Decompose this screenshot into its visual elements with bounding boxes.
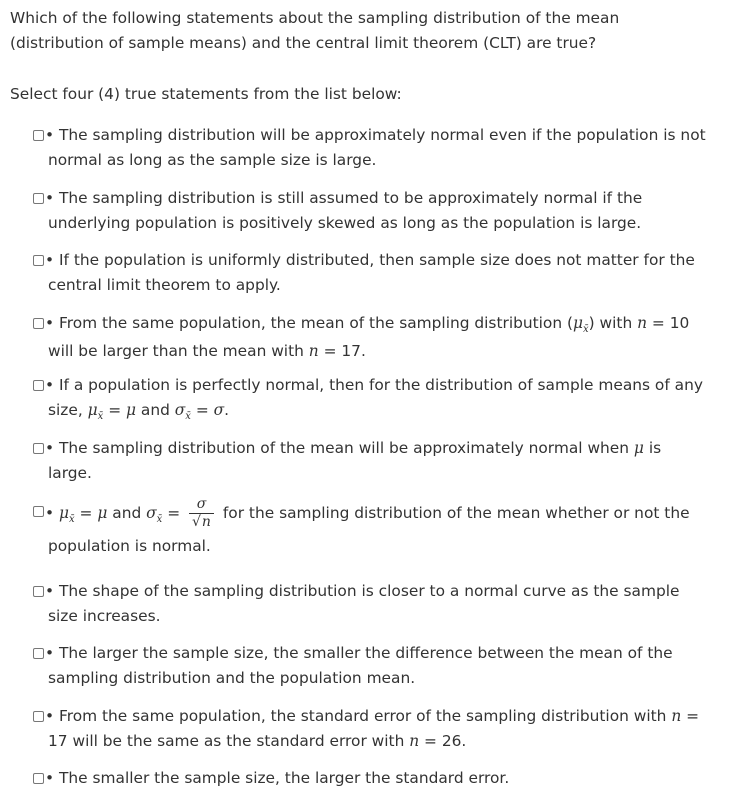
mu-symbol: μ (58, 504, 69, 522)
option-5-text-and: and (136, 400, 175, 419)
option-6-text-pre: The sampling distribution of the mean will be approximately normal when (58, 439, 634, 457)
option-6 (45, 436, 708, 485)
option-7-text-post: for the sampling distribution of the mean whether or not the population is normal. (48, 504, 690, 555)
option-4-text-eq: = 10 will be larger than the mean with (48, 314, 690, 360)
option-11-label: The smaller the sample size, the larger the standard error. (58, 769, 510, 787)
instruction-text: Select four (4) true statements from the list below: (10, 85, 402, 103)
xbar-subscript: x̄ (583, 324, 589, 335)
option-7-text-and: and (107, 504, 147, 522)
question-text: Which of the following statements about the sampling distribution of the mean (distribution of sample means) and the central limit theorem (CLT) are true? (10, 9, 620, 52)
option-4-text-mid: ) with (588, 314, 638, 332)
option-bullet: • (45, 251, 55, 269)
option-5-text-pre: If a population is perfectly normal, then for the distribution of sample means of any size, (48, 376, 703, 419)
option-8 (45, 579, 708, 628)
option-11 (45, 766, 708, 791)
option-bullet: • (45, 769, 55, 787)
xbar-subscript: x̄ (156, 514, 163, 525)
option-8-checkbox[interactable] (33, 586, 44, 597)
mu-symbol: μ (573, 314, 584, 332)
option-6-checkbox[interactable] (33, 443, 44, 454)
n-variable: n (637, 314, 648, 332)
option-4-text-post: = 17. (318, 341, 366, 360)
option-9 (45, 641, 708, 690)
fraction-numerator: σ (189, 496, 214, 514)
sqrt-symbol: √ (192, 514, 201, 530)
option-bullet: • (45, 439, 55, 457)
mu-symbol: μ (126, 400, 137, 419)
option-bullet: • (45, 644, 55, 662)
xbar-subscript: x̄ (69, 514, 75, 525)
equals-sign: = (167, 504, 181, 522)
option-9-checkbox[interactable] (33, 648, 44, 659)
option-4-text-pre: From the same population, the mean of the sampling distribution ( (58, 314, 573, 332)
option-bullet: • (45, 582, 55, 600)
mu-symbol: μ (633, 439, 644, 457)
fraction-denominator (189, 514, 214, 531)
option-10-text-post: = 26. (419, 731, 467, 750)
option-4-checkbox[interactable] (33, 318, 44, 329)
option-4 (45, 311, 708, 363)
option-9-label: The larger the sample size, the smaller the difference between the mean of the sampling distribution and the population mean. (48, 644, 673, 687)
option-3-checkbox[interactable] (33, 255, 44, 266)
option-3-label: If the population is uniformly distributed, then sample size does not matter for the central limit theorem to apply. (48, 251, 695, 294)
n-variable: n (308, 341, 319, 360)
n-variable: n (671, 707, 682, 725)
option-5-checkbox[interactable] (33, 380, 44, 391)
option-5 (45, 373, 708, 425)
option-1-checkbox[interactable] (33, 130, 44, 141)
option-8-label: The shape of the sampling distribution is closer to a normal curve as the sample size increases. (48, 582, 680, 625)
xbar-subscript: x̄ (185, 410, 191, 422)
equals-sign: = (79, 504, 93, 522)
option-bullet: • (45, 126, 55, 144)
equals-sign: = (108, 400, 122, 419)
sigma-symbol: σ (174, 400, 186, 419)
option-3 (45, 248, 708, 297)
sigma-over-root-n-fraction (189, 496, 214, 531)
option-2-label: The sampling distribution is still assumed to be approximately normal if the underlying population is positively skewed as long as the population is large. (48, 189, 643, 232)
option-10-checkbox[interactable] (33, 711, 44, 722)
option-2-checkbox[interactable] (33, 193, 44, 204)
option-10-text-mid: = 17 will be the same as the standard error with (48, 707, 700, 750)
option-1 (45, 123, 708, 172)
option-11-checkbox[interactable] (33, 773, 44, 784)
option-2 (45, 186, 708, 235)
option-bullet: • (45, 376, 55, 394)
option-bullet: • (45, 189, 55, 207)
n-variable: n (201, 514, 211, 530)
option-5-text-end: . (224, 400, 230, 419)
sigma-symbol: σ (146, 504, 157, 522)
xbar-subscript: x̄ (97, 410, 104, 422)
option-bullet: • (45, 314, 55, 332)
equals-sign: = (195, 400, 209, 419)
option-7 (45, 496, 708, 561)
option-7-checkbox[interactable] (33, 506, 44, 517)
mu-symbol: μ (87, 400, 98, 419)
sigma-symbol: σ (213, 400, 225, 419)
option-bullet: • (45, 707, 55, 725)
option-10 (45, 704, 708, 753)
mu-symbol: μ (97, 504, 108, 522)
option-10-text-pre: From the same population, the standard error of the sampling distribution with (58, 707, 672, 725)
option-1-label: The sampling distribution will be approximately normal even if the population is not normal as long as the sample size is large. (48, 126, 706, 169)
n-variable: n (409, 731, 420, 750)
option-6-text-post: is large. (48, 439, 662, 482)
option-bullet: • (45, 504, 55, 522)
